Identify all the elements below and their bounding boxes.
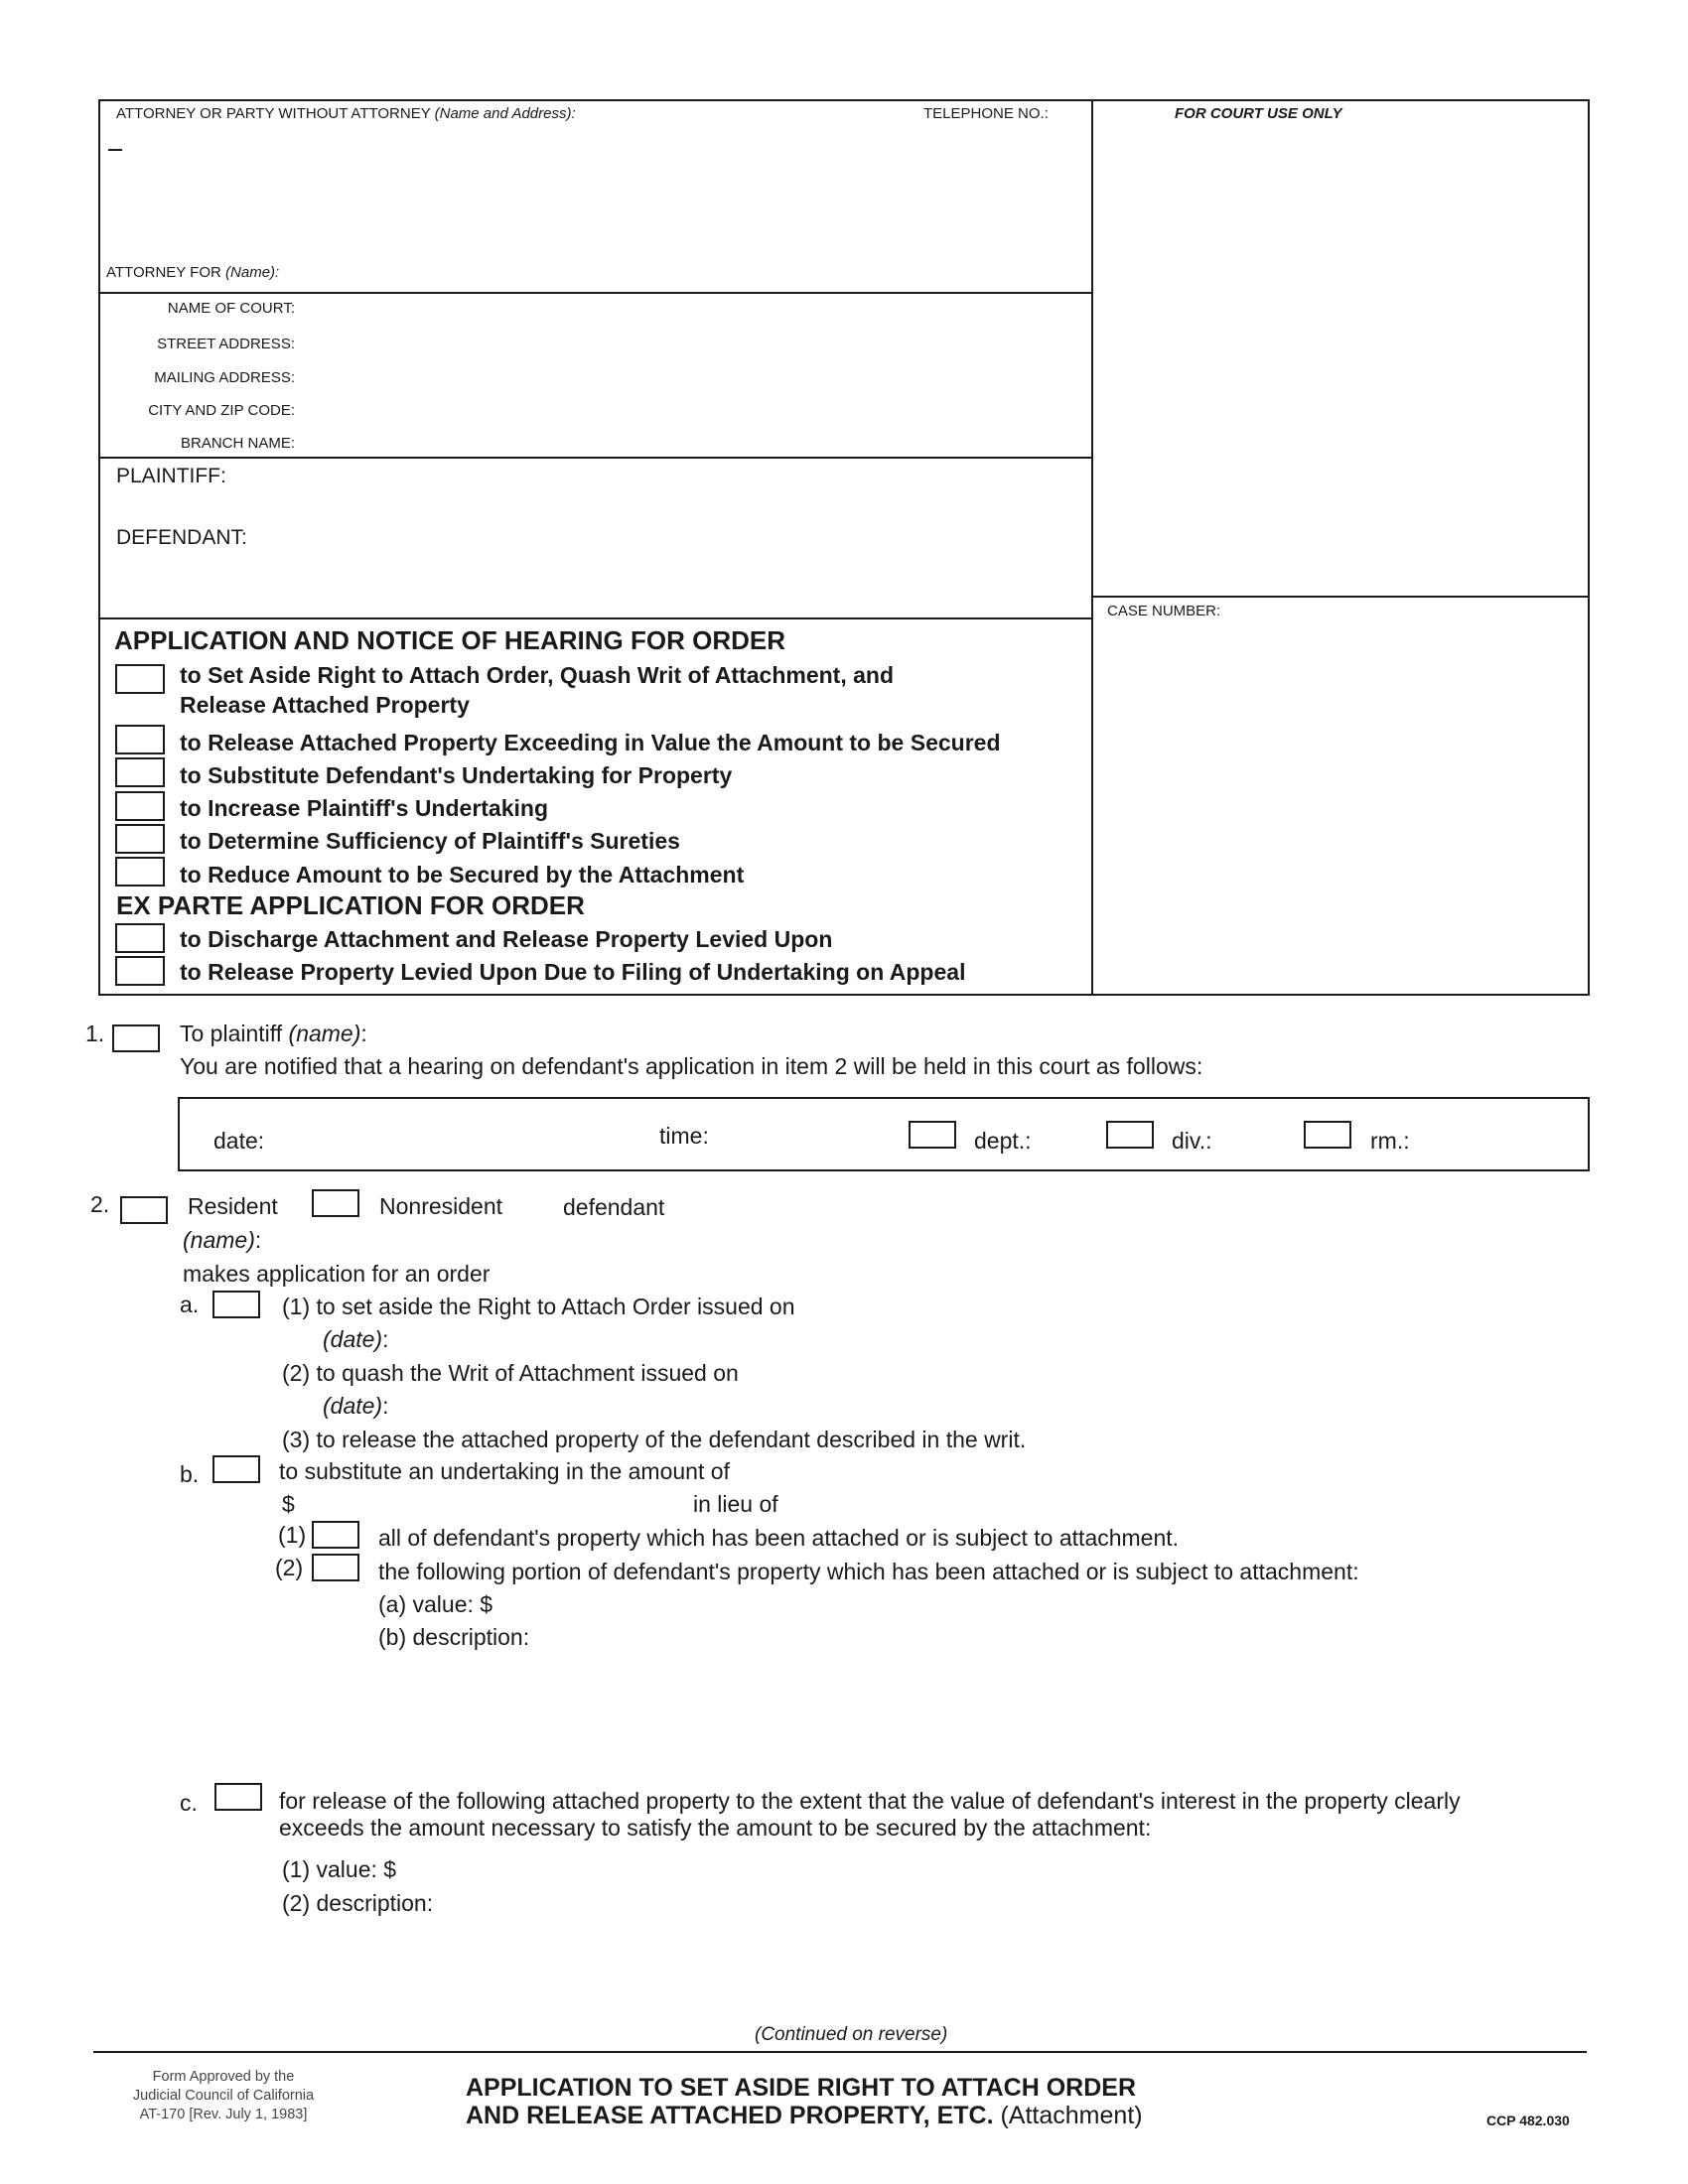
continued-on-reverse: (Continued on reverse) xyxy=(755,2024,948,2045)
ex-parte-heading: EX PARTE APPLICATION FOR ORDER xyxy=(116,890,585,920)
approved-line-1: Form Approved by the xyxy=(152,2069,295,2085)
plaintiff-name-colon: : xyxy=(360,1021,367,1046)
item2a1-text: (1) to set aside the Right to Attach Order issued on xyxy=(282,1294,795,1319)
a1-date-colon: : xyxy=(382,1326,389,1352)
item2c-line2: exceeds the amount necessary to satisfy the amount to be secured by the attachment: xyxy=(279,1815,1152,1841)
a1-date-italic: (date) xyxy=(323,1326,383,1352)
reduce-amount-checkbox[interactable] xyxy=(115,857,165,887)
item2b-letter: b. xyxy=(180,1461,200,1487)
case-number-label: CASE NUMBER: xyxy=(1107,603,1221,619)
increase-undertaking-option: to Increase Plaintiff's Undertaking xyxy=(180,795,548,821)
plaintiff-label: PLAINTIFF: xyxy=(116,465,226,487)
attorney-label-italic: (Name and Address): xyxy=(434,105,576,122)
application-heading: APPLICATION AND NOTICE OF HEARING FOR ORDER xyxy=(114,625,785,655)
set-aside-option-line2: Release Attached Property xyxy=(180,692,470,718)
court-use-label: FOR COURT USE ONLY xyxy=(1175,105,1342,122)
item1-number: 1. xyxy=(85,1021,105,1046)
item1-checkbox[interactable] xyxy=(112,1024,160,1052)
resident-label: Resident xyxy=(188,1193,278,1219)
court-name-label: NAME OF COURT: xyxy=(167,300,295,317)
item1-to-plaintiff xyxy=(180,1021,367,1047)
set-aside-option-line1: to Set Aside Right to Attach Order, Quash Writ of Attachment, and xyxy=(180,662,895,688)
court-street-label: STREET ADDRESS: xyxy=(157,336,295,352)
sufficiency-sureties-checkbox[interactable] xyxy=(115,824,165,854)
substitute-undertaking-checkbox[interactable] xyxy=(115,757,165,787)
a2-date-colon: : xyxy=(382,1393,389,1419)
footer-rule xyxy=(93,2051,1587,2053)
hearing-div-label: div.: xyxy=(1172,1128,1212,1154)
resident-checkbox[interactable] xyxy=(120,1196,168,1224)
form-approved-block xyxy=(94,2068,352,2124)
item2b1-number: (1) xyxy=(278,1522,307,1548)
item2b2b-description: (b) description: xyxy=(378,1624,530,1650)
item2c1-value: (1) value: $ xyxy=(282,1856,397,1882)
footer-title-line2-text: AND RELEASE ATTACHED PROPERTY, ETC. xyxy=(466,2102,994,2129)
item2-name-label xyxy=(183,1227,261,1254)
div-checkbox[interactable] xyxy=(1106,1121,1154,1149)
hearing-date-label: date: xyxy=(213,1128,265,1154)
item2b2-number: (2) xyxy=(275,1555,304,1580)
defendant-name-italic: (name) xyxy=(183,1227,255,1253)
release-undertaking-appeal-option: to Release Property Levied Upon Due to Filing of Undertaking on Appeal xyxy=(180,959,966,985)
court-mailing-label: MAILING ADDRESS: xyxy=(154,369,295,386)
footer-title-line1: APPLICATION TO SET ASIDE RIGHT TO ATTACH ORDER xyxy=(466,2074,1137,2102)
approved-line-2: Judicial Council of California xyxy=(132,2088,315,2104)
item2a1-date-label xyxy=(323,1326,388,1353)
attorney-for-italic: (Name): xyxy=(225,264,280,281)
item2a-checkbox[interactable] xyxy=(212,1291,260,1318)
nonresident-label: Nonresident xyxy=(379,1193,503,1219)
release-exceeding-checkbox[interactable] xyxy=(115,725,165,754)
item2a3-text: (3) to release the attached property of the defendant described in the writ. xyxy=(282,1427,1027,1452)
attorney-for-text: ATTORNEY FOR xyxy=(106,264,221,281)
sufficiency-sureties-option: to Determine Sufficiency of Plaintiff's Sureties xyxy=(180,828,680,854)
defendant-word: defendant xyxy=(563,1194,665,1220)
makes-application: makes application for an order xyxy=(183,1261,491,1287)
increase-undertaking-checkbox[interactable] xyxy=(115,791,165,821)
item2a-letter: a. xyxy=(180,1292,200,1317)
footer-title-line2 xyxy=(466,2102,1143,2130)
reduce-amount-option: to Reduce Amount to be Secured by the Attachment xyxy=(180,862,745,887)
ccp-code: CCP 482.030 xyxy=(1486,2113,1570,2128)
attorney-for-label xyxy=(106,264,279,281)
item2a2-date-label xyxy=(323,1393,388,1420)
substitute-undertaking-option: to Substitute Defendant's Undertaking for Property xyxy=(180,762,733,788)
hearing-time-label: time: xyxy=(659,1123,709,1149)
item2b1-checkbox[interactable] xyxy=(312,1521,359,1549)
rm-checkbox[interactable] xyxy=(1304,1121,1351,1149)
item2b1-text: all of defendant's property which has been attached or is subject to attachment. xyxy=(378,1525,1180,1551)
item2b-checkbox[interactable] xyxy=(212,1455,260,1483)
set-aside-checkbox[interactable] xyxy=(115,664,165,694)
item2c2-description: (2) description: xyxy=(282,1890,434,1916)
item2-number: 2. xyxy=(90,1191,110,1217)
nonresident-checkbox[interactable] xyxy=(312,1189,359,1217)
court-branch-label: BRANCH NAME: xyxy=(180,435,295,452)
release-exceeding-option: to Release Attached Property Exceeding in Value the Amount to be Secured xyxy=(180,730,1001,755)
approved-line-3: AT-170 [Rev. July 1, 1983] xyxy=(139,2107,308,2122)
item2b-in-lieu: in lieu of xyxy=(693,1491,778,1517)
item2b-text: to substitute an undertaking in the amount of xyxy=(279,1458,730,1484)
court-city-label: CITY AND ZIP CODE: xyxy=(148,402,295,419)
plaintiff-name-italic: (name) xyxy=(288,1021,361,1046)
hearing-rm-label: rm.: xyxy=(1370,1128,1410,1154)
hearing-dept-label: dept.: xyxy=(974,1128,1032,1154)
release-undertaking-appeal-checkbox[interactable] xyxy=(115,956,165,986)
a2-date-italic: (date) xyxy=(323,1393,383,1419)
footer-title-suffix: (Attachment) xyxy=(1000,2102,1143,2129)
dept-checkbox[interactable] xyxy=(909,1121,956,1149)
item2a2-text: (2) to quash the Writ of Attachment issued on xyxy=(282,1360,739,1386)
defendant-name-colon: : xyxy=(254,1227,262,1253)
item2b2-checkbox[interactable] xyxy=(312,1554,359,1581)
item2b2a-value: (a) value: $ xyxy=(378,1591,493,1617)
item2c-checkbox[interactable] xyxy=(214,1783,262,1811)
item2c-letter: c. xyxy=(180,1790,198,1816)
discharge-attachment-option: to Discharge Attachment and Release Property Levied Upon xyxy=(180,926,833,952)
item1-notice: You are notified that a hearing on defendant's application in item 2 will be held in this court as follows: xyxy=(180,1053,1203,1079)
item2b-dollar: $ xyxy=(282,1491,295,1517)
defendant-label: DEFENDANT: xyxy=(116,526,247,549)
item2c-line1: for release of the following attached property to the extent that the value of defendant's interest in the property clearly xyxy=(279,1788,1461,1814)
attorney-label-text: ATTORNEY OR PARTY WITHOUT ATTORNEY xyxy=(116,105,431,122)
telephone-label: TELEPHONE NO.: xyxy=(923,105,1049,122)
to-plaintiff-text: To plaintiff xyxy=(180,1021,283,1046)
item2b2-text: the following portion of defendant's property which has been attached or is subject to attachment: xyxy=(378,1559,1359,1584)
discharge-attachment-checkbox[interactable] xyxy=(115,923,165,953)
attorney-label xyxy=(116,105,576,122)
